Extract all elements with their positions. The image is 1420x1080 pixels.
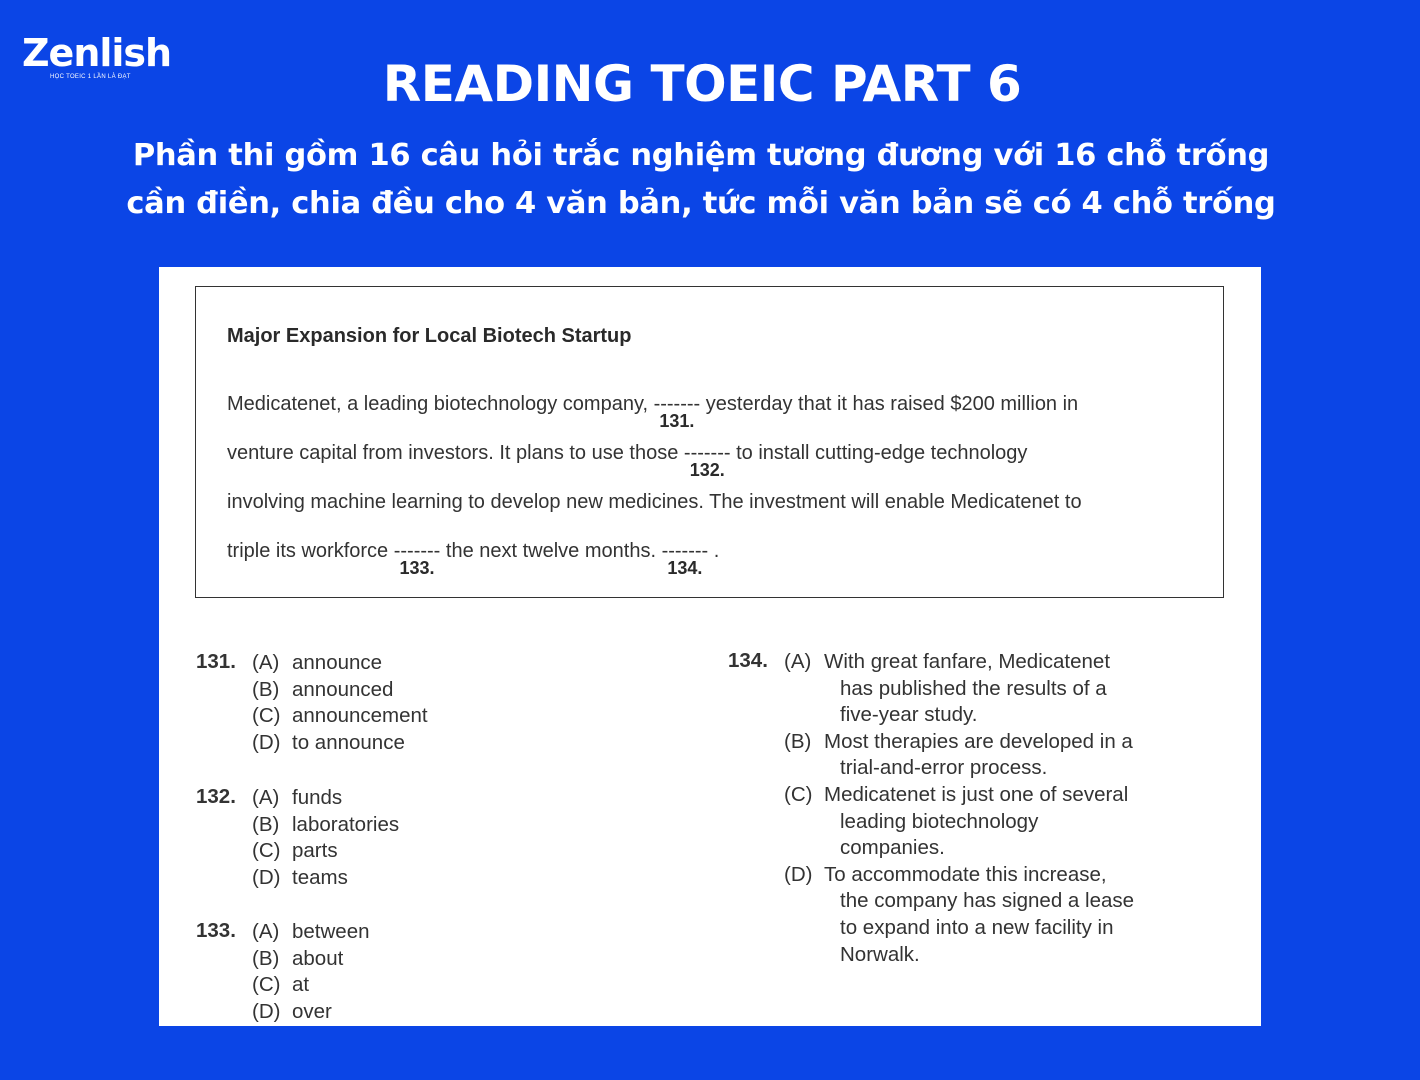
option-c[interactable]: (C) parts [252,839,338,863]
blank-marker: ------- [683,442,731,464]
option-b-continued: trial-and-error process. [840,756,1048,780]
option-d-continued: the company has signed a lease [840,889,1135,913]
option-a-continued: has published the results of a [840,676,1107,700]
option-b[interactable]: (B) Most therapies are developed in a [784,729,1133,753]
passage-title: Major Expansion for Local Biotech Startup [227,325,632,347]
passage-text: the next twelve months. [440,540,662,562]
passage-text: to install cutting-edge technology [730,442,1028,464]
passage-text: venture capital from investors. It plans to use those [227,442,684,464]
option-a[interactable]: (A) funds [252,786,343,809]
option-c[interactable]: (C) at [252,973,310,997]
blank-number: 133. [399,558,435,578]
logo-wordmark: Zenlish [22,31,172,75]
question-number: 134. [728,649,768,672]
blank-131 [653,393,701,431]
blank-marker: ------- [661,540,709,562]
option-b[interactable]: (B) laboratories [252,812,400,836]
option-a-continued: five-year study. [840,703,978,727]
option-d[interactable]: (D) over [252,999,332,1023]
option-d[interactable]: (D) To accommodate this increase, [784,862,1107,886]
blank-marker: ------- [393,540,441,562]
option-a[interactable]: (A) between [252,920,370,943]
blank-133 [393,540,441,578]
blank-number: 134. [667,558,703,578]
subtitle-line-2: cần điền, chia đều cho 4 văn bản, tức mỗi văn bản sẽ có 4 chỗ trống [126,186,1276,221]
passage-line-1 [227,393,1079,431]
passage-text: triple its workforce [227,540,394,562]
option-c-continued: companies. [840,836,945,860]
blank-132 [683,442,731,480]
option-d-continued: to expand into a new facility in [840,916,1114,939]
passage-line-2 [227,442,1028,480]
passage-text: yesterday that it has raised $200 million in [700,393,1079,415]
question-number: 131. [196,650,236,673]
option-d-continued: Norwalk. [840,942,920,966]
passage-text: . [708,540,720,562]
option-a[interactable]: (A) announce [252,651,383,674]
blank-number: 131. [659,411,695,431]
test-sheet [159,267,1261,1026]
option-d[interactable]: (D) teams [252,865,348,889]
question-number: 132. [196,785,236,808]
page-subtitle [0,132,1402,228]
option-b[interactable]: (B) about [252,946,344,970]
blank-marker: ------- [653,393,701,415]
passage-box [195,286,1224,598]
option-c-continued: leading biotechnology [840,809,1039,833]
blank-134 [661,540,709,578]
option-c[interactable]: (C) Medicatenet is just one of several [784,783,1129,806]
option-a[interactable]: (A) With great fanfare, Medicatenet [784,650,1111,673]
passage-text: Medicatenet, a leading biotechnology company, [227,393,654,415]
option-c[interactable]: (C) announcement [252,704,428,728]
logo-tagline: HỌC TOEIC 1 LẦN LÀ ĐẠT [50,74,131,80]
page-title: READING TOEIC PART 6 [382,55,1022,113]
passage-line-4 [227,540,720,578]
option-d[interactable]: (D) to announce [252,730,405,754]
question-number: 133. [196,919,236,942]
passage-line-3: involving machine learning to develop new medicines. The investment will enable Medicatenet to [227,491,1082,513]
option-b[interactable]: (B) announced [252,677,394,701]
subtitle-line-1: Phần thi gồm 16 câu hỏi trắc nghiệm tương đương với 16 chỗ trống [132,138,1270,173]
blank-number: 132. [689,460,725,480]
